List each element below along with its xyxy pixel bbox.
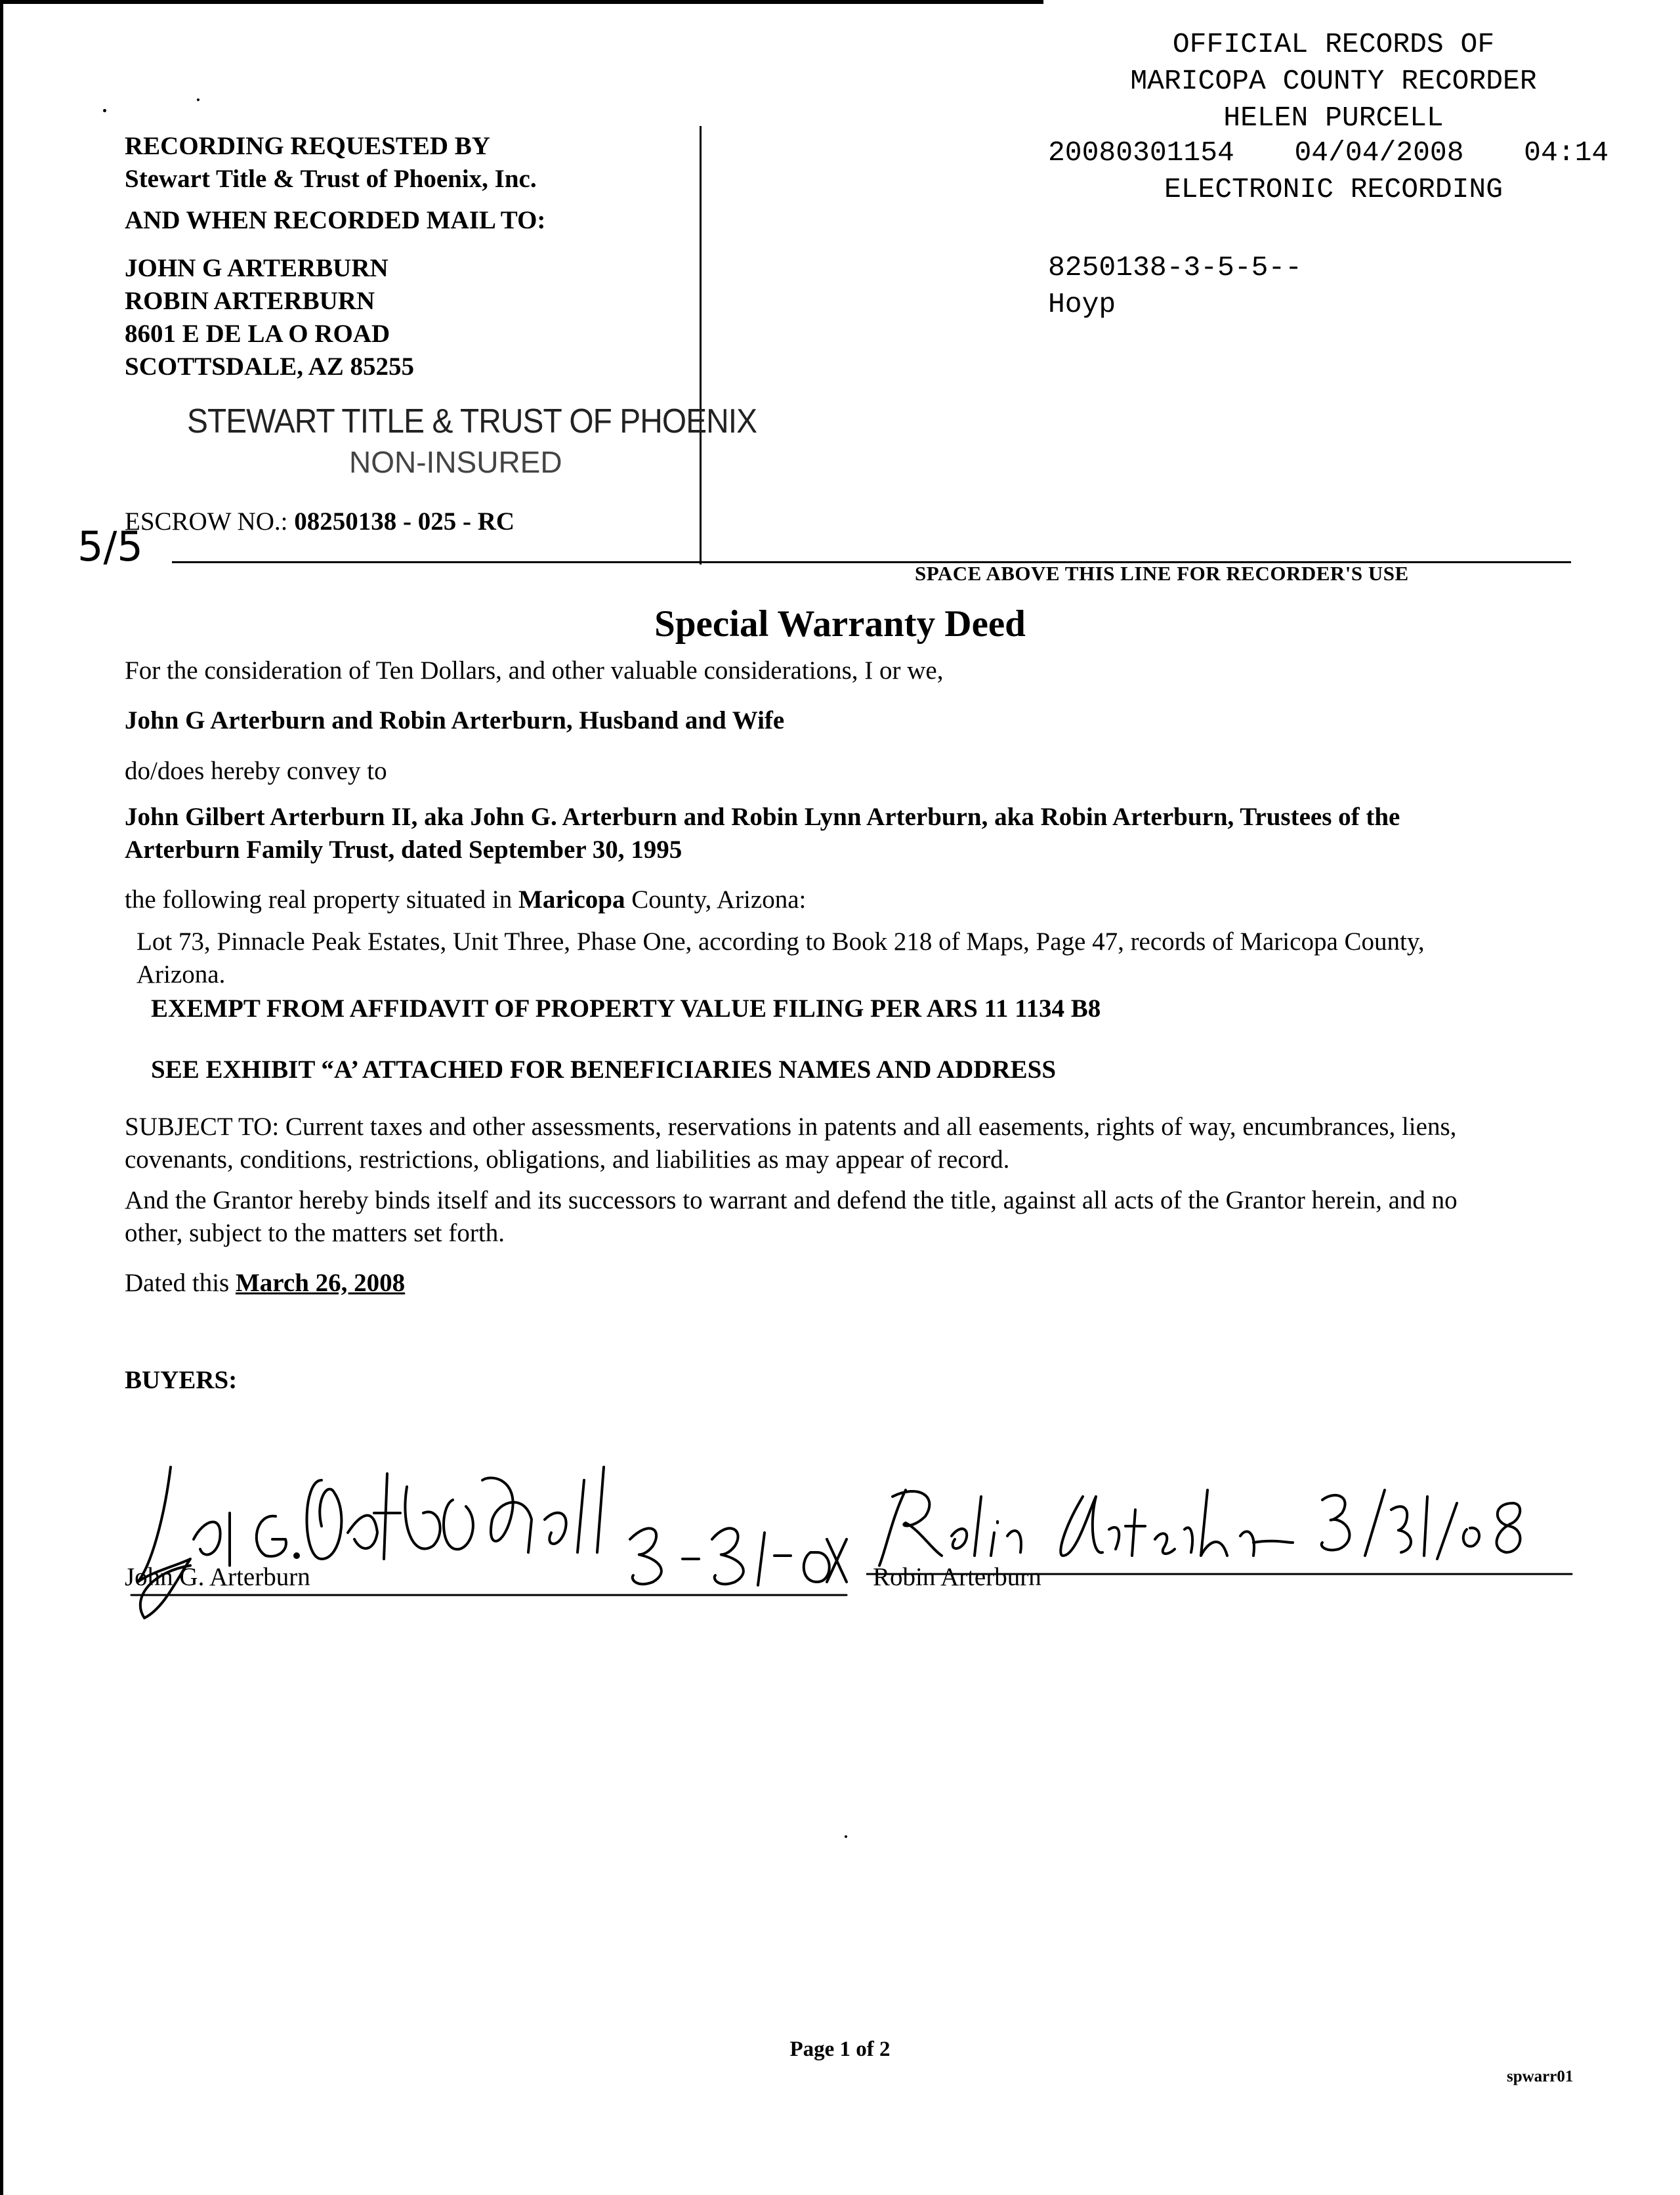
deed-title: Special Warranty Deed bbox=[654, 603, 1026, 645]
recorder-line-3: HELEN PURCELL bbox=[1223, 102, 1444, 134]
legal-line-1: Lot 73, Pinnacle Peak Estates, Unit Three, Phase One, according to Book 218 of Maps, Page 47, records of Maricopa County, bbox=[136, 927, 1425, 956]
stamp-non-insured: NON-INSURED bbox=[349, 445, 562, 479]
property-intro bbox=[125, 884, 806, 916]
dated-value: March 26, 2008 bbox=[235, 1269, 406, 1297]
recorder-initials: Hoyp bbox=[1048, 288, 1116, 320]
margin-note: 5/5 bbox=[77, 522, 143, 570]
grantees-line-2: Arterburn Family Trust, dated September 30, 1995 bbox=[125, 836, 682, 864]
mail-to-label: AND WHEN RECORDED MAIL TO: bbox=[125, 206, 546, 234]
scan-mark bbox=[103, 109, 106, 112]
grantor-line-1: And the Grantor hereby binds itself and its successors to warrant and defend the title, against all acts of the Grantor herein, and no bbox=[125, 1186, 1458, 1214]
convey-text: do/does hereby convey to bbox=[125, 757, 387, 785]
recording-requested-label: RECORDING REQUESTED BY bbox=[125, 132, 490, 160]
recorder-doc-number: 20080301154 bbox=[1048, 137, 1234, 169]
property-intro-b: County, Arizona: bbox=[625, 885, 807, 914]
dated-line bbox=[125, 1267, 405, 1300]
mail-line-1: JOHN G ARTERBURN bbox=[125, 254, 388, 282]
escrow-number: 08250138 - 025 - RC bbox=[294, 507, 515, 536]
recorder-line-5: ELECTRONIC RECORDING bbox=[1164, 173, 1503, 205]
scan-edge-left bbox=[0, 0, 3, 2195]
recording-requested-by: Stewart Title & Trust of Phoenix, Inc. bbox=[125, 165, 537, 193]
scan-mark bbox=[845, 1835, 847, 1838]
grantors: John G Arterburn and Robin Arterburn, Husband and Wife bbox=[125, 706, 785, 735]
recorder-line-2: MARICOPA COUNTY RECORDER bbox=[1130, 65, 1537, 97]
recorder-time: 04:14 bbox=[1524, 137, 1609, 169]
recorder-ref: 8250138-3-5-5-- bbox=[1048, 251, 1303, 284]
subject-line-2: covenants, conditions, restrictions, obligations, and liabilities as may appear of record. bbox=[125, 1145, 1010, 1174]
dated-label: Dated this bbox=[125, 1269, 236, 1297]
recorder-block bbox=[1048, 26, 1619, 137]
mail-line-2: ROBIN ARTERBURN bbox=[125, 287, 375, 315]
property-county: Maricopa bbox=[518, 885, 625, 914]
buyers-label: BUYERS: bbox=[125, 1366, 238, 1394]
grantor-line-2: other, subject to the matters set forth. bbox=[125, 1219, 505, 1247]
recorder-date: 04/04/2008 bbox=[1294, 137, 1464, 169]
header-divider bbox=[700, 126, 702, 565]
escrow-label: ESCROW NO.: bbox=[125, 507, 288, 536]
legal-line-2: Arizona. bbox=[136, 960, 226, 989]
scan-mark bbox=[197, 98, 200, 101]
exempt-text: EXEMPT FROM AFFIDAVIT OF PROPERTY VALUE FILING PER ARS 11 1134 B8 bbox=[151, 994, 1101, 1023]
mail-line-4: SCOTTSDALE, AZ 85255 bbox=[125, 352, 415, 381]
recorder-line-1: OFFICIAL RECORDS OF bbox=[1172, 28, 1495, 60]
subject-line-1: SUBJECT TO: Current taxes and other assessments, reservations in patents and all easements, rights of way, encumbrances, liens, bbox=[125, 1113, 1457, 1141]
signer-name-1: John G. Arterburn bbox=[125, 1563, 310, 1591]
space-above-label: SPACE ABOVE THIS LINE FOR RECORDER'S USE bbox=[915, 562, 1409, 585]
mail-line-3: 8601 E DE LA O ROAD bbox=[125, 320, 390, 348]
signature-john-arterburn bbox=[125, 1441, 853, 1631]
consideration-text: For the consideration of Ten Dollars, and other valuable considerations, I or we, bbox=[125, 656, 944, 685]
escrow-line bbox=[125, 505, 514, 538]
recorder-number-line bbox=[1048, 137, 1619, 169]
exhibit-text: SEE EXHIBIT “A’ ATTACHED FOR BENEFICIARIES NAMES AND ADDRESS bbox=[151, 1055, 1057, 1084]
recorder-extra bbox=[1048, 249, 1302, 323]
stamp-company: STEWART TITLE & TRUST OF PHOENIX bbox=[187, 402, 757, 440]
scan-edge-top bbox=[0, 0, 1043, 4]
property-intro-a: the following real property situated in bbox=[125, 885, 519, 914]
page-number: Page 1 of 2 bbox=[789, 2037, 891, 2061]
signer-name-2: Robin Arterburn bbox=[873, 1563, 1041, 1591]
form-code: spwarr01 bbox=[1507, 2068, 1574, 2085]
grantees-line-1: John Gilbert Arterburn II, aka John G. Arterburn and Robin Lynn Arterburn, aka Robin Arterburn, Trustees of the bbox=[125, 803, 1400, 831]
